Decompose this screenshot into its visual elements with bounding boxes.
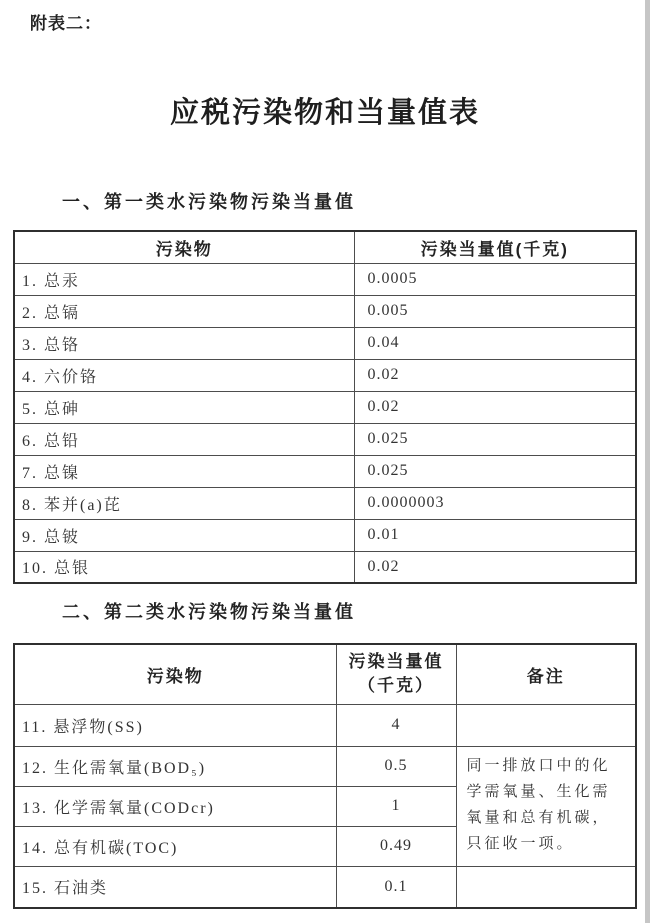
pollutant-value-cell: 0.025 xyxy=(354,423,636,455)
column-header-equivalent-value-line1: 污染当量值 xyxy=(348,651,444,671)
table-row xyxy=(14,327,636,359)
table-row xyxy=(14,487,636,519)
pollutant-value-cell: 0.02 xyxy=(354,551,636,583)
appendix-label: 附表二： xyxy=(30,14,102,33)
pollutant-value-cell: 0.5 xyxy=(336,746,456,786)
remark-cell-empty xyxy=(456,704,636,746)
pollutant-value-cell: 1 xyxy=(336,786,456,826)
pollutant-name-cell: 10. 总银 xyxy=(14,551,354,583)
table-row xyxy=(14,391,636,423)
pollutant-name-cell: 9. 总铍 xyxy=(14,519,354,551)
column-header-pollutant: 污染物 xyxy=(14,644,336,704)
pollutant-value-cell: 0.025 xyxy=(354,455,636,487)
column-header-equivalent-value-line2: （千克） xyxy=(358,676,434,696)
pollutant-name-cell: 3. 总铬 xyxy=(14,327,354,359)
table-second-class-water-pollutants xyxy=(13,643,637,909)
table-row xyxy=(14,704,636,746)
document-title: 应税污染物和当量值表 xyxy=(169,97,480,129)
table-first-class-water-pollutants xyxy=(13,230,637,584)
column-header-equivalent-value: 污染当量值(千克) xyxy=(354,231,636,263)
pollutant-value-cell: 0.01 xyxy=(354,519,636,551)
table-header-row xyxy=(14,644,636,704)
column-header-remark: 备注 xyxy=(456,644,636,704)
pollutant-name-cell: 4. 六价铬 xyxy=(14,359,354,391)
pollutant-value-cell: 0.005 xyxy=(354,295,636,327)
pollutant-name-cell: 2. 总镉 xyxy=(14,295,354,327)
table-row xyxy=(14,866,636,908)
pollutant-value-cell: 4 xyxy=(336,704,456,746)
pollutant-value-cell: 0.0005 xyxy=(354,263,636,295)
table-row xyxy=(14,519,636,551)
pollutant-name-cell: 5. 总砷 xyxy=(14,391,354,423)
column-header-equivalent-value xyxy=(336,644,456,704)
section-2-heading: 二、第二类水污染物污染当量值 xyxy=(62,602,356,622)
table-row xyxy=(14,295,636,327)
table-row xyxy=(14,455,636,487)
pollutant-value-cell: 0.02 xyxy=(354,359,636,391)
pollutant-name-cell: 6. 总铅 xyxy=(14,423,354,455)
table-row xyxy=(14,263,636,295)
pollutant-value-cell: 0.1 xyxy=(336,866,456,908)
table-header-row xyxy=(14,231,636,263)
page-edge-strip xyxy=(645,0,650,923)
table-row xyxy=(14,359,636,391)
pollutant-name-cell: 8. 苯并(a)芘 xyxy=(14,487,354,519)
table-row xyxy=(14,423,636,455)
pollutant-name-cell: 12. 生化需氧量(BOD₅) xyxy=(14,746,336,786)
remark-cell-empty xyxy=(456,866,636,908)
pollutant-name-cell: 13. 化学需氧量(CODcr) xyxy=(14,786,336,826)
pollutant-name-cell: 15. 石油类 xyxy=(14,866,336,908)
section-1-heading: 一、第一类水污染物污染当量值 xyxy=(62,192,356,212)
pollutant-name-cell: 7. 总镍 xyxy=(14,455,354,487)
table-row xyxy=(14,551,636,583)
remark-cell-merged: 同一排放口中的化学需氧量、生化需氧量和总有机碳，只征收一项。 xyxy=(456,746,636,866)
pollutant-name-cell: 11. 悬浮物(SS) xyxy=(14,704,336,746)
column-header-pollutant: 污染物 xyxy=(14,231,354,263)
pollutant-name-cell: 1. 总汞 xyxy=(14,263,354,295)
pollutant-value-cell: 0.0000003 xyxy=(354,487,636,519)
pollutant-value-cell: 0.02 xyxy=(354,391,636,423)
pollutant-value-cell: 0.04 xyxy=(354,327,636,359)
pollutant-value-cell: 0.49 xyxy=(336,826,456,866)
table-row xyxy=(14,746,636,786)
pollutant-name-cell: 14. 总有机碳(TOC) xyxy=(14,826,336,866)
